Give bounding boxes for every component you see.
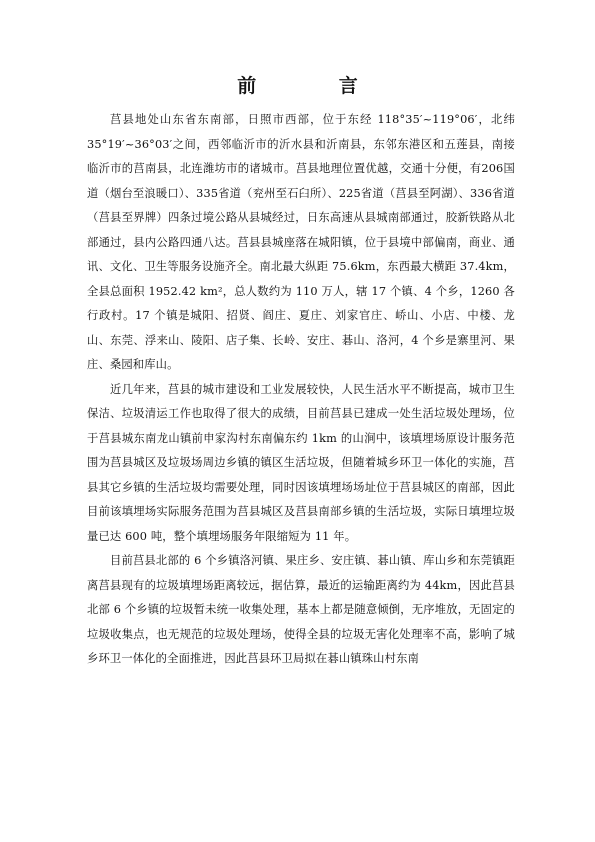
paragraph-location: 莒县地处山东省东南部，日照市西部，位于东经 118°35′~119°06′，北纬35°19′~36°03′之间，西邻临沂市的沂水县和沂南县，东邻东港区和五莲县，南接临沂市的莒南县，北连潍坊市的诸城市。莒县地理位置优越，交通十分便，有206国道（烟台至浪暖口）、335省道（兖州至石臼所）、225省道（莒县至阿湖）、336省道（莒县至界牌）四条过境公路从县城经过，日东高速从县城南部通过，胶新铁路从北部通过，县内公路四通八达。莒县县城座落在城阳镇，位于县境中部偏南，商业、通讯、文化、卫生等服务设施齐全。南北最大纵距 75.6km，东西最大横距 37.4km，全县总面积 1952.42 km²，总人数约为 110 万人，辖 17 个镇、4 个乡，1260 各行政村。17 个镇是城阳、招贤、阎庄、夏庄、刘家官庄、峤山、小店、中楼、龙山、东莞、浮来山、陵阳、店子集、长岭、安庄、碁山、洛河，4 个乡是寨里河、果庄、桑园和库山。 (87, 113, 515, 371)
paragraph-northern-towns: 目前莒县北部的 6 个乡镇洛河镇、果庄乡、安庄镇、碁山镇、库山乡和东莞镇距离莒县现有的垃圾填埋场距离较远，据估算，最近的运输距离约为 44km，因此莒县北部 6 个乡镇的垃圾暂未统一收集处理，基本上都是随意倾倒，无序堆放，无固定的垃圾收集点，也无规范的垃圾处理场，使得全县的垃圾无害化处理率不高，影响了城乡环卫一体化的全面推进，因此莒县环卫局拟在碁山镇珠山村东南 (87, 554, 515, 665)
page-title: 前 言 (237, 75, 396, 97)
document-body (87, 108, 515, 672)
paragraph-development: 近几年来，莒县的城市建设和工业发展较快，人民生活水平不断提高，城市卫生保洁、垃圾清运工作也取得了很大的成绩，目前莒县已建成一处生活垃圾处理场，位于莒县城东南龙山镇前申家沟村东南偏东约 1km 的山涧中，该填埋场原设计服务范围为莒县城区及垃圾场周边乡镇的镇区生活垃圾，但随着城乡环卫一体化的实施，莒县其它乡镇的生活垃圾均需要处理，同时因该填埋场场址位于莒县城区的南部，因此目前该填埋场实际服务范围为莒县城区及莒县南部乡镇的生活垃圾，实际日填埋垃圾量已达 600 吨，整个填埋场服务年限缩短为 11 年。 (87, 382, 515, 543)
